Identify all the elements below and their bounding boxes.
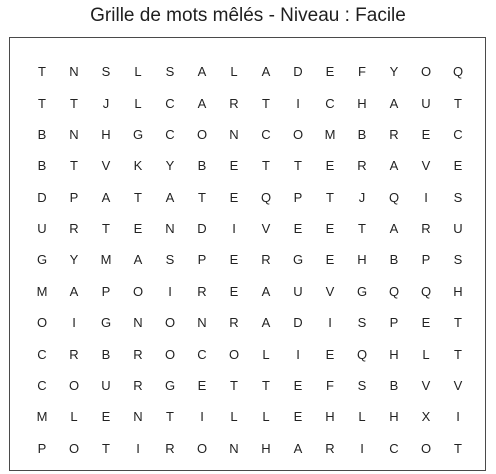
grid-letter[interactable]: J	[102, 95, 110, 111]
grid-letter[interactable]: V	[261, 221, 271, 237]
grid-letter[interactable]: Q	[452, 64, 464, 80]
grid-letter[interactable]: T	[262, 378, 270, 394]
grid-letter[interactable]: L	[262, 346, 270, 362]
grid-letter[interactable]: A	[389, 221, 399, 237]
grid-letter[interactable]: I	[328, 315, 332, 331]
grid-letter[interactable]: A	[389, 95, 399, 111]
grid-letter[interactable]: T	[70, 158, 78, 174]
grid-letter[interactable]: S	[165, 252, 175, 268]
grid-letter[interactable]: E	[229, 158, 239, 174]
grid-letter[interactable]: C	[165, 126, 175, 142]
grid-letter[interactable]: O	[68, 378, 80, 394]
grid-letter[interactable]: E	[325, 158, 335, 174]
grid-letter[interactable]: E	[229, 189, 239, 205]
grid-letter[interactable]: V	[325, 283, 335, 299]
grid-letter[interactable]: P	[37, 440, 47, 456]
grid-letter[interactable]: E	[325, 252, 335, 268]
grid-letter[interactable]: L	[422, 346, 430, 362]
grid-letter[interactable]: R	[389, 126, 399, 142]
grid-letter[interactable]: K	[133, 158, 143, 174]
grid-letter[interactable]: T	[198, 189, 206, 205]
grid-letter[interactable]: T	[358, 221, 366, 237]
grid-letter[interactable]: T	[454, 346, 462, 362]
grid-letter[interactable]: C	[37, 346, 47, 362]
grid-letter[interactable]: E	[453, 158, 463, 174]
grid-letter[interactable]: E	[325, 64, 335, 80]
grid-letter[interactable]: D	[293, 315, 303, 331]
grid-letter[interactable]: R	[165, 440, 175, 456]
grid-letter[interactable]: O	[196, 440, 208, 456]
grid-letter[interactable]: L	[134, 64, 142, 80]
grid-letter[interactable]: G	[36, 252, 48, 268]
grid-letter[interactable]: L	[230, 409, 238, 425]
grid-letter[interactable]: G	[100, 315, 112, 331]
grid-letter[interactable]: N	[197, 315, 207, 331]
grid-letter[interactable]: P	[69, 189, 79, 205]
grid-letter[interactable]: H	[357, 95, 367, 111]
grid-letter[interactable]: O	[164, 315, 176, 331]
grid-letter[interactable]: D	[37, 189, 47, 205]
grid-letter[interactable]: H	[389, 346, 399, 362]
grid-letter[interactable]: F	[358, 64, 366, 80]
grid-letter[interactable]: I	[424, 189, 428, 205]
grid-letter[interactable]: Q	[420, 283, 432, 299]
grid-letter[interactable]: L	[358, 409, 366, 425]
grid-letter[interactable]: A	[133, 252, 143, 268]
grid-letter[interactable]: L	[230, 64, 238, 80]
grid-letter[interactable]: T	[102, 440, 110, 456]
grid-letter[interactable]: E	[325, 221, 335, 237]
grid-letter[interactable]: U	[293, 283, 303, 299]
grid-letter[interactable]: C	[261, 126, 271, 142]
grid-letter[interactable]: A	[261, 315, 271, 331]
grid-letter[interactable]: T	[454, 440, 462, 456]
grid-letter[interactable]: S	[101, 64, 111, 80]
grid-letter[interactable]: E	[421, 315, 431, 331]
grid-letter[interactable]: D	[293, 64, 303, 80]
grid-letter[interactable]: A	[101, 189, 111, 205]
grid-letter[interactable]: M	[36, 409, 48, 425]
grid-letter[interactable]: T	[166, 409, 174, 425]
grid-letter[interactable]: E	[293, 378, 303, 394]
grid-letter[interactable]: T	[326, 189, 334, 205]
grid-letter[interactable]: P	[101, 283, 111, 299]
grid-letter[interactable]: H	[389, 409, 399, 425]
grid-letter[interactable]: B	[197, 158, 207, 174]
grid-letter[interactable]: Y	[389, 64, 399, 80]
grid-letter[interactable]: V	[453, 378, 463, 394]
grid-letter[interactable]: D	[197, 221, 207, 237]
grid-letter[interactable]: A	[389, 158, 399, 174]
grid-letter[interactable]: N	[229, 440, 239, 456]
grid-letter[interactable]: A	[197, 95, 207, 111]
grid-letter[interactable]: I	[296, 95, 300, 111]
grid-letter[interactable]: E	[421, 126, 431, 142]
grid-letter[interactable]: B	[357, 126, 367, 142]
grid-letter[interactable]: L	[262, 409, 270, 425]
grid-letter[interactable]: U	[101, 378, 111, 394]
grid-letter[interactable]: H	[261, 440, 271, 456]
grid-letter[interactable]: I	[296, 346, 300, 362]
grid-letter[interactable]: I	[72, 315, 76, 331]
grid-letter[interactable]: O	[228, 346, 240, 362]
grid-letter[interactable]: O	[420, 440, 432, 456]
grid-letter[interactable]: R	[261, 252, 271, 268]
grid-letter[interactable]: O	[132, 283, 144, 299]
grid-letter[interactable]: G	[132, 126, 144, 142]
grid-letter[interactable]: N	[133, 315, 143, 331]
grid-letter[interactable]: L	[70, 409, 78, 425]
grid-letter[interactable]: T	[38, 64, 46, 80]
grid-letter[interactable]: T	[454, 315, 462, 331]
grid-letter[interactable]: C	[325, 95, 335, 111]
grid-letter[interactable]: Q	[260, 189, 272, 205]
grid-letter[interactable]: Q	[356, 346, 368, 362]
grid-letter[interactable]: I	[200, 409, 204, 425]
grid-letter[interactable]: C	[197, 346, 207, 362]
grid-letter[interactable]: Q	[388, 189, 400, 205]
grid-letter[interactable]: O	[196, 126, 208, 142]
grid-letter[interactable]: M	[100, 252, 112, 268]
grid-letter[interactable]: H	[325, 409, 335, 425]
grid-letter[interactable]: I	[168, 283, 172, 299]
grid-letter[interactable]: T	[454, 95, 462, 111]
grid-letter[interactable]: R	[357, 158, 367, 174]
grid-letter[interactable]: I	[456, 409, 460, 425]
grid-letter[interactable]: B	[37, 126, 47, 142]
grid-letter[interactable]: P	[197, 252, 207, 268]
grid-letter[interactable]: U	[37, 221, 47, 237]
grid-letter[interactable]: M	[36, 283, 48, 299]
grid-letter[interactable]: R	[69, 221, 79, 237]
grid-letter[interactable]: I	[136, 440, 140, 456]
grid-letter[interactable]: A	[293, 440, 303, 456]
grid-letter[interactable]: N	[69, 64, 79, 80]
grid-letter[interactable]: B	[37, 158, 47, 174]
grid-letter[interactable]: F	[326, 378, 334, 394]
grid-letter[interactable]: S	[357, 315, 367, 331]
grid-letter[interactable]: S	[453, 252, 463, 268]
grid-letter[interactable]: R	[229, 315, 239, 331]
grid-letter[interactable]: T	[102, 221, 110, 237]
grid-letter[interactable]: P	[293, 189, 303, 205]
grid-letter[interactable]: E	[133, 221, 143, 237]
grid-letter[interactable]: R	[421, 221, 431, 237]
grid-letter[interactable]: L	[134, 95, 142, 111]
grid-letter[interactable]: C	[165, 95, 175, 111]
grid-letter[interactable]: J	[358, 189, 366, 205]
grid-letter[interactable]: T	[38, 95, 46, 111]
grid-letter[interactable]: X	[421, 409, 431, 425]
grid-letter[interactable]: Y	[165, 158, 175, 174]
grid-letter[interactable]: A	[165, 189, 175, 205]
grid-letter[interactable]: R	[197, 283, 207, 299]
grid-letter[interactable]: H	[453, 283, 463, 299]
grid-letter[interactable]: I	[360, 440, 364, 456]
grid-letter[interactable]: T	[230, 378, 238, 394]
grid-letter[interactable]: A	[197, 64, 207, 80]
grid-letter[interactable]: R	[325, 440, 335, 456]
grid-letter[interactable]: N	[165, 221, 175, 237]
grid-letter[interactable]: O	[292, 126, 304, 142]
grid-letter[interactable]: O	[420, 64, 432, 80]
grid-letter[interactable]: N	[133, 409, 143, 425]
grid-letter[interactable]: R	[229, 95, 239, 111]
grid-letter[interactable]: T	[134, 189, 142, 205]
grid-letter[interactable]: B	[389, 378, 399, 394]
grid-letter[interactable]: O	[68, 440, 80, 456]
grid-letter[interactable]: N	[229, 126, 239, 142]
grid-letter[interactable]: A	[261, 64, 271, 80]
grid-letter[interactable]: S	[357, 378, 367, 394]
grid-letter[interactable]: C	[37, 378, 47, 394]
grid-letter[interactable]: E	[101, 409, 111, 425]
grid-letter[interactable]: S	[453, 189, 463, 205]
grid-letter[interactable]: E	[197, 378, 207, 394]
grid-letter[interactable]: A	[69, 283, 79, 299]
grid-letter[interactable]: I	[232, 221, 236, 237]
grid-letter[interactable]: V	[421, 378, 431, 394]
page-title: Grille de mots mêlés - Niveau : Facile	[90, 5, 406, 26]
grid-letter[interactable]: E	[293, 221, 303, 237]
grid-letter[interactable]: E	[293, 409, 303, 425]
grid-letter[interactable]: G	[356, 283, 368, 299]
grid-letter[interactable]: O	[164, 346, 176, 362]
grid-letter[interactable]: U	[453, 221, 463, 237]
grid-letter[interactable]: T	[294, 158, 302, 174]
grid-letter[interactable]: S	[165, 64, 175, 80]
grid-letter[interactable]: Q	[388, 283, 400, 299]
grid-letter[interactable]: E	[229, 252, 239, 268]
grid-letter[interactable]: E	[325, 346, 335, 362]
grid-letter[interactable]: G	[292, 252, 304, 268]
grid-letter[interactable]: B	[101, 346, 111, 362]
grid-letter[interactable]: A	[261, 283, 271, 299]
grid-letter[interactable]: O	[36, 315, 48, 331]
grid-letter[interactable]: M	[324, 126, 336, 142]
grid-letter[interactable]: V	[421, 158, 431, 174]
grid-letter[interactable]: R	[133, 378, 143, 394]
grid-letter[interactable]: C	[389, 440, 399, 456]
grid-letter[interactable]: Y	[69, 252, 79, 268]
grid-letter[interactable]: E	[229, 283, 239, 299]
grid-letter[interactable]: H	[357, 252, 367, 268]
grid-letter[interactable]: B	[389, 252, 399, 268]
grid-letter[interactable]: C	[453, 126, 463, 142]
grid-letter[interactable]: U	[421, 95, 431, 111]
grid-letter[interactable]: G	[164, 378, 176, 394]
grid-letter[interactable]: R	[133, 346, 143, 362]
grid-letter[interactable]: R	[69, 346, 79, 362]
grid-letter[interactable]: V	[101, 158, 111, 174]
grid-letter[interactable]: T	[262, 95, 270, 111]
grid-letter[interactable]: T	[262, 158, 270, 174]
grid-letter[interactable]: P	[421, 252, 431, 268]
grid-letter[interactable]: N	[69, 126, 79, 142]
grid-letter[interactable]: T	[70, 95, 78, 111]
grid-letter[interactable]: P	[389, 315, 399, 331]
word-search-grid	[26, 56, 474, 464]
grid-letter[interactable]: H	[101, 126, 111, 142]
